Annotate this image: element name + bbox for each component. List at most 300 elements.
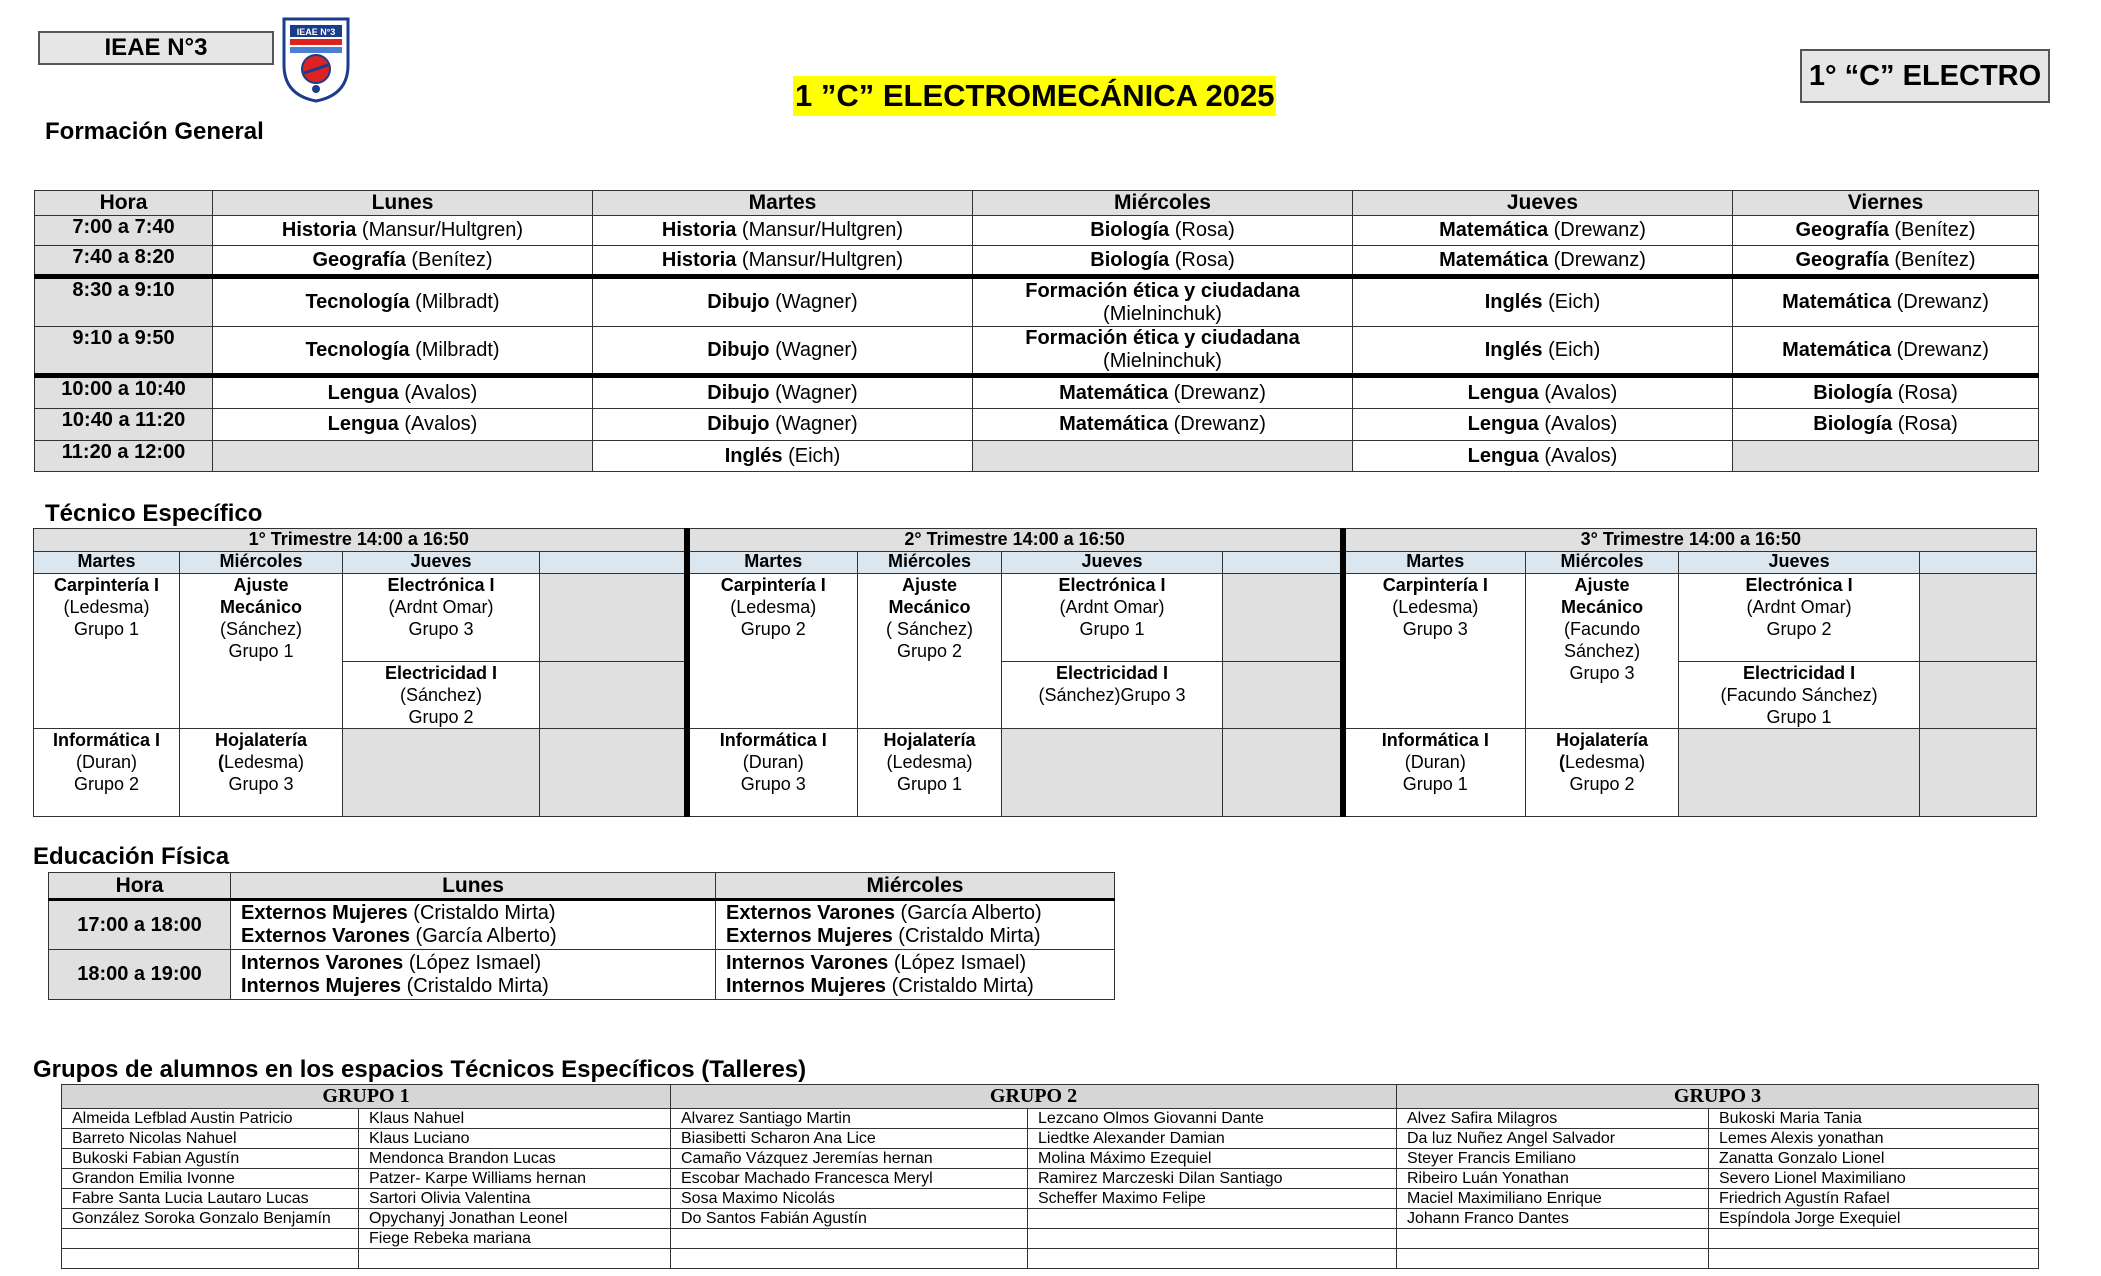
- taller-cell: [1526, 729, 1679, 817]
- student-cell: [1028, 1249, 1397, 1269]
- student-cell: [62, 1249, 359, 1269]
- teacher-name: (Avalos): [1544, 444, 1618, 467]
- hour-cell: 10:40 a 11:20: [35, 409, 213, 441]
- empty-cell: [973, 441, 1353, 472]
- taller-detail: Grupo 1: [1079, 619, 1145, 639]
- taller-name: Electrónica I: [387, 575, 495, 595]
- taller-detail: (Ledesma): [730, 597, 817, 617]
- subject-name: Matemática: [1439, 219, 1549, 241]
- teacher-name: (Mielninchuk): [1103, 350, 1222, 372]
- teacher-name: (Eich): [1548, 291, 1601, 313]
- trimestre-1: 1° Trimestre 14:00 a 16:50: [34, 529, 687, 552]
- teacher-name: (López Ismael): [408, 951, 542, 974]
- taller-cell: [180, 574, 343, 729]
- taller-detail: (Ardnt Omar): [1746, 597, 1852, 617]
- teacher-name: (Mansur/Hultgren): [361, 219, 524, 241]
- taller-detail: Grupo 1: [897, 774, 963, 794]
- subject-cell: [973, 376, 1353, 409]
- day-header-empty: [540, 552, 687, 574]
- taller-name: Ajuste: [233, 575, 289, 595]
- taller-cell: [1002, 662, 1223, 729]
- group-name: Externos Mujeres: [241, 902, 408, 924]
- column-header: Martes: [593, 191, 973, 216]
- day-header: Martes: [687, 552, 858, 574]
- subject-cell: [1353, 376, 1733, 409]
- taller-detail: (: [217, 752, 224, 772]
- subject-cell: [1353, 277, 1733, 327]
- subject-cell: [213, 409, 593, 441]
- taller-cell: [1526, 574, 1679, 729]
- subject-name: Lengua: [1467, 444, 1539, 467]
- teacher-name: (Rosa): [1897, 413, 1958, 435]
- edfis-cell: [231, 950, 716, 1000]
- column-header: Viernes: [1733, 191, 2039, 216]
- hour-cell: 9:10 a 9:50: [35, 327, 213, 376]
- taller-detail: ( Sánchez): [886, 619, 974, 639]
- taller-detail: (Duran): [75, 752, 137, 772]
- teacher-name: (Rosa): [1174, 248, 1235, 271]
- group-name: Internos Mujeres: [241, 974, 402, 997]
- subject-cell: [1733, 246, 2039, 277]
- taller-detail: (Ledesma): [63, 597, 150, 617]
- edfis-cell: [231, 900, 716, 950]
- section-title-tecnico: Técnico Específico: [45, 500, 263, 527]
- edfis-row: [49, 950, 1115, 1000]
- student-row: [62, 1129, 2039, 1149]
- student-row: [62, 1249, 2039, 1269]
- day-header: Jueves: [343, 552, 540, 574]
- hour-cell: 10:00 a 10:40: [35, 376, 213, 409]
- taller-detail: Grupo 2: [408, 707, 474, 727]
- taller-detail: Grupo 3: [408, 619, 474, 639]
- day-header: Jueves: [1002, 552, 1223, 574]
- subject-cell: [593, 376, 973, 409]
- teacher-name: (Drewanz): [1173, 381, 1266, 404]
- student-cell: [1397, 1249, 1709, 1269]
- edfis-header: Hora: [49, 873, 231, 900]
- student-cell: Johann Franco Dantes: [1397, 1209, 1709, 1229]
- taller-detail: (Ardnt Omar): [388, 597, 494, 617]
- taller-detail: Mecánico: [219, 597, 303, 617]
- group-name: Internos Mujeres: [726, 974, 887, 997]
- hour-cell: 7:40 a 8:20: [35, 246, 213, 277]
- subject-cell: [213, 246, 593, 277]
- student-cell: Bukoski Fabian Agustín: [62, 1149, 359, 1169]
- taller-detail: (Facundo Sánchez): [1720, 685, 1878, 705]
- schedule-row: [35, 246, 2039, 277]
- schedule-row: [35, 327, 2039, 376]
- teacher-name: (Cristaldo Mirta): [898, 925, 1041, 947]
- subject-cell: [1353, 409, 1733, 441]
- grupo-header: GRUPO 2: [671, 1085, 1397, 1109]
- student-row: [62, 1189, 2039, 1209]
- taller-detail: (Sánchez): [399, 685, 483, 705]
- group-name: Internos Varones: [241, 951, 404, 974]
- subject-cell: [593, 327, 973, 376]
- teacher-name: (Benítez): [1894, 248, 1976, 271]
- student-cell: Biasibetti Scharon Ana Lice: [671, 1129, 1028, 1149]
- edfis-cell: [716, 950, 1115, 1000]
- teacher-name: (Mielninchuk): [1103, 302, 1222, 325]
- student-cell: [1397, 1229, 1709, 1249]
- student-cell: [1709, 1229, 2039, 1249]
- subject-cell: [1353, 441, 1733, 472]
- subject-name: Matemática: [1059, 413, 1169, 435]
- empty-cell: [1920, 662, 2037, 729]
- trimestre-row: [34, 529, 2037, 552]
- teacher-name: (Cristaldo Mirta): [891, 974, 1034, 997]
- educacion-fisica-table: [48, 872, 1115, 1000]
- empty-cell: [1733, 441, 2039, 472]
- taller-detail: Grupo 2: [1569, 774, 1635, 794]
- course-label: 1° “C” ELECTRO: [1808, 59, 2042, 92]
- edfis-header-row: [49, 873, 1115, 900]
- student-cell: Ramirez Marczeski Dilan Santiago: [1028, 1169, 1397, 1189]
- school-logo: [280, 15, 352, 105]
- student-cell: Klaus Luciano: [359, 1129, 671, 1149]
- taller-cell: [1343, 729, 1526, 817]
- empty-cell: [540, 729, 687, 817]
- subject-name: Matemática: [1439, 248, 1549, 271]
- schedule-row: [35, 441, 2039, 472]
- subject-cell: [1353, 327, 1733, 376]
- subject-name: Biología: [1090, 248, 1170, 271]
- subject-cell: [213, 277, 593, 327]
- empty-cell: [540, 662, 687, 729]
- taller-name: Ajuste: [902, 575, 958, 595]
- teacher-name: (Wagner): [775, 381, 858, 404]
- hour-cell: 11:20 a 12:00: [35, 441, 213, 472]
- subject-cell: [1353, 216, 1733, 246]
- taller-cell: [858, 729, 1002, 817]
- student-cell: Klaus Nahuel: [359, 1109, 671, 1129]
- empty-cell: [1920, 574, 2037, 662]
- taller-detail: Grupo 1: [228, 641, 294, 661]
- student-cell: Almeida Lefblad Austin Patricio: [62, 1109, 359, 1129]
- teacher-name: (Avalos): [1544, 413, 1618, 435]
- student-cell: [1028, 1209, 1397, 1229]
- student-cell: Do Santos Fabián Agustín: [671, 1209, 1028, 1229]
- student-cell: Fiege Rebeka mariana: [359, 1229, 671, 1249]
- subject-name: Biología: [1813, 413, 1893, 435]
- taller-detail: (: [1559, 752, 1566, 772]
- student-cell: Grandon Emilia Ivonne: [62, 1169, 359, 1189]
- student-cell: Sartori Olivia Valentina: [359, 1189, 671, 1209]
- taller-cell: [34, 729, 180, 817]
- taller-cell: [1002, 574, 1223, 662]
- schedule-row: [35, 277, 2039, 327]
- student-cell: Maciel Maximiliano Enrique: [1397, 1189, 1709, 1209]
- taller-name: Informática I: [52, 730, 161, 750]
- student-cell: Lemes Alexis yonathan: [1709, 1129, 2039, 1149]
- subject-name: Formación ética y ciudadana: [1025, 327, 1300, 349]
- day-header: Miércoles: [858, 552, 1002, 574]
- subject-cell: [213, 327, 593, 376]
- taller-detail: (Ardnt Omar): [1059, 597, 1165, 617]
- student-row: [62, 1209, 2039, 1229]
- taller-name: Carpintería I: [53, 575, 160, 595]
- column-header: Lunes: [213, 191, 593, 216]
- subject-cell: [593, 216, 973, 246]
- taller-detail: (Facundo: [1564, 619, 1641, 639]
- taller-detail: Ledesma): [1565, 752, 1646, 772]
- subject-name: Lengua: [1467, 413, 1539, 435]
- teacher-name: (Mansur/Hultgren): [741, 248, 904, 271]
- taller-name: Hojalatería: [1556, 730, 1649, 750]
- taller-name: Electrónica I: [1058, 575, 1166, 595]
- page-title: 1 ”C” ELECTROMECÁNICA 2025: [793, 76, 1276, 116]
- taller-name: Carpintería I: [720, 575, 826, 595]
- student-cell: [671, 1249, 1028, 1269]
- tecnico-row-1: [34, 574, 2037, 662]
- subject-name: Lengua: [1467, 381, 1539, 404]
- taller-cell: [1343, 574, 1526, 729]
- taller-detail: Grupo 1: [73, 619, 140, 639]
- day-header-empty: [1920, 552, 2037, 574]
- teacher-name: (Rosa): [1897, 381, 1958, 404]
- subject-cell: [213, 376, 593, 409]
- student-cell: Patzer- Karpe Williams hernan: [359, 1169, 671, 1189]
- taller-detail: Mecánico: [1561, 597, 1644, 617]
- student-cell: [671, 1229, 1028, 1249]
- edfis-header: Lunes: [231, 873, 716, 900]
- subject-name: Historia: [661, 219, 737, 241]
- empty-cell: [540, 574, 687, 662]
- empty-cell: [1679, 729, 1920, 817]
- empty-cell: [343, 729, 540, 817]
- grupos-header-row: [62, 1085, 2039, 1109]
- taller-name: Electrónica I: [1745, 575, 1853, 595]
- teacher-name: (Avalos): [1544, 381, 1618, 404]
- teacher-name: (Wagner): [775, 413, 858, 435]
- student-cell: Scheffer Maximo Felipe: [1028, 1189, 1397, 1209]
- taller-detail: Grupo 2: [897, 641, 963, 661]
- student-cell: Sosa Maximo Nicolás: [671, 1189, 1028, 1209]
- taller-name: Informática I: [719, 730, 827, 750]
- taller-cell: [34, 574, 180, 729]
- subject-name: Inglés: [1484, 338, 1543, 361]
- taller-cell: [1679, 574, 1920, 662]
- taller-detail: (Sánchez): [219, 619, 303, 639]
- schedule-row: [35, 216, 2039, 246]
- teacher-name: (Benítez): [411, 248, 493, 271]
- taller-detail: Grupo 1: [1766, 707, 1832, 727]
- subject-cell: [1733, 277, 2039, 327]
- student-cell: Friedrich Agustín Rafael: [1709, 1189, 2039, 1209]
- section-title-edfis: Educación Física: [33, 843, 230, 870]
- teacher-name: (Avalos): [404, 381, 478, 404]
- column-header: Jueves: [1353, 191, 1733, 216]
- trimestre-2: 2° Trimestre 14:00 a 16:50: [687, 529, 1343, 552]
- taller-name: Electricidad I: [1743, 663, 1856, 683]
- teacher-name: (Avalos): [404, 413, 478, 435]
- student-row: [62, 1229, 2039, 1249]
- subject-name: Biología: [1090, 219, 1170, 241]
- subject-name: Biología: [1813, 381, 1893, 404]
- student-cell: Bukoski Maria Tania: [1709, 1109, 2039, 1129]
- teacher-name: (Drewanz): [1553, 248, 1646, 271]
- teacher-name: (Mansur/Hultgren): [741, 219, 904, 241]
- taller-detail: Grupo 2: [73, 774, 140, 794]
- subject-name: Lengua: [327, 381, 399, 404]
- group-name: Externos Varones: [726, 902, 895, 924]
- subject-name: Inglés: [724, 444, 783, 467]
- student-cell: Espíndola Jorge Exequiel: [1709, 1209, 2039, 1229]
- subject-cell: [973, 277, 1353, 327]
- taller-detail: (Duran): [742, 752, 804, 772]
- taller-name: Hojalatería: [883, 730, 976, 750]
- taller-detail: (Duran): [1404, 752, 1466, 772]
- student-cell: Ribeiro Luán Yonathan: [1397, 1169, 1709, 1189]
- teacher-name: (Drewanz): [1896, 338, 1989, 361]
- taller-name: Hojalatería: [214, 730, 308, 750]
- subject-cell: [593, 441, 973, 472]
- subject-name: Tecnología: [305, 291, 410, 313]
- subject-cell: [1733, 409, 2039, 441]
- group-name: Externos Mujeres: [726, 925, 893, 947]
- student-cell: Liedtke Alexander Damian: [1028, 1129, 1397, 1149]
- taller-detail: (Sánchez)Grupo 3: [1038, 685, 1186, 705]
- empty-cell: [1223, 729, 1343, 817]
- empty-cell: [213, 441, 593, 472]
- subject-cell: [593, 246, 973, 277]
- taller-detail: Grupo 2: [1766, 619, 1832, 639]
- column-header: Hora: [35, 191, 213, 216]
- subject-name: Geografía: [1795, 219, 1889, 241]
- hour-cell: 17:00 a 18:00: [49, 900, 231, 950]
- subject-name: Dibujo: [707, 291, 770, 313]
- student-cell: González Soroka Gonzalo Benjamín: [62, 1209, 359, 1229]
- taller-cell: [687, 729, 858, 817]
- taller-name: Electricidad I: [384, 663, 498, 683]
- subject-name: Geografía: [312, 248, 406, 271]
- subject-name: Lengua: [327, 413, 399, 435]
- grupos-table: [61, 1084, 2039, 1269]
- empty-cell: [1920, 729, 2037, 817]
- taller-detail: Grupo 3: [740, 774, 806, 794]
- taller-name: Informática I: [1381, 730, 1489, 750]
- subject-name: Formación ética y ciudadana: [1025, 279, 1300, 302]
- subject-name: Dibujo: [707, 381, 770, 404]
- general-schedule-table: [34, 190, 2039, 472]
- day-header: Miércoles: [1526, 552, 1679, 574]
- group-name: Internos Varones: [726, 951, 889, 974]
- student-cell: [62, 1229, 359, 1249]
- school-name-box: [38, 31, 274, 65]
- teacher-name: (Rosa): [1174, 219, 1235, 241]
- teacher-name: (Eich): [788, 444, 841, 467]
- teacher-name: (Benítez): [1894, 219, 1976, 241]
- day-header: Martes: [1343, 552, 1526, 574]
- taller-cell: [858, 574, 1002, 729]
- student-row: [62, 1169, 2039, 1189]
- subject-cell: [593, 409, 973, 441]
- student-cell: Mendonca Brandon Lucas: [359, 1149, 671, 1169]
- student-row: [62, 1149, 2039, 1169]
- taller-detail: (Ledesma): [886, 752, 973, 772]
- teacher-name: (Cristaldo Mirta): [406, 974, 549, 997]
- taller-detail: Grupo 3: [228, 774, 294, 794]
- student-cell: Fabre Santa Lucia Lautaro Lucas: [62, 1189, 359, 1209]
- subject-cell: [1733, 327, 2039, 376]
- student-cell: [359, 1249, 671, 1269]
- taller-detail: Grupo 3: [1569, 663, 1635, 683]
- svg-text:IEAE N°3: IEAE N°3: [296, 27, 336, 37]
- subject-name: Inglés: [1484, 291, 1543, 313]
- student-cell: Opychanyj Jonathan Leonel: [359, 1209, 671, 1229]
- day-header: Jueves: [1679, 552, 1920, 574]
- student-cell: Molina Máximo Ezequiel: [1028, 1149, 1397, 1169]
- teacher-name: (Milbradt): [415, 338, 500, 361]
- trimestre-3: 3° Trimestre 14:00 a 16:50: [1343, 529, 2037, 552]
- taller-detail: Sánchez): [1564, 641, 1641, 661]
- taller-cell: [343, 574, 540, 662]
- student-cell: Escobar Machado Francesca Meryl: [671, 1169, 1028, 1189]
- taller-cell: [687, 574, 858, 729]
- student-cell: Lezcano Olmos Giovanni Dante: [1028, 1109, 1397, 1129]
- taller-name: Electricidad I: [1056, 663, 1169, 683]
- hour-cell: 7:00 a 7:40: [35, 216, 213, 246]
- taller-detail: Grupo 3: [1402, 619, 1468, 639]
- subject-name: Historia: [281, 219, 357, 241]
- teacher-name: (Wagner): [775, 291, 858, 313]
- school-name: IEAE N°3: [104, 34, 208, 61]
- subject-name: Matemática: [1059, 381, 1169, 404]
- subject-cell: [973, 216, 1353, 246]
- hour-cell: 18:00 a 19:00: [49, 950, 231, 1000]
- tecnico-schedule-table: [33, 528, 2037, 817]
- edfis-header: Miércoles: [716, 873, 1115, 900]
- edfis-row: [49, 900, 1115, 950]
- subject-name: Matemática: [1782, 291, 1892, 313]
- student-cell: Zanatta Gonzalo Lionel: [1709, 1149, 2039, 1169]
- grupo-header: GRUPO 3: [1397, 1085, 2039, 1109]
- day-header-empty: [1223, 552, 1343, 574]
- section-title-general: Formación General: [45, 118, 264, 145]
- teacher-name: (Cristaldo Mirta): [413, 902, 556, 924]
- taller-name: Ajuste: [1574, 575, 1630, 595]
- subject-cell: [1733, 216, 2039, 246]
- subject-name: Dibujo: [707, 413, 770, 435]
- tecnico-row-3: [34, 729, 2037, 817]
- subject-cell: [593, 277, 973, 327]
- subject-cell: [973, 246, 1353, 277]
- teacher-name: (García Alberto): [415, 925, 557, 947]
- taller-cell: [343, 662, 540, 729]
- student-cell: Da luz Nuñez Angel Salvador: [1397, 1129, 1709, 1149]
- section-title-grupos: Grupos de alumnos en los espacios Técnicos Específicos (Talleres): [33, 1056, 807, 1083]
- subject-cell: [973, 327, 1353, 376]
- teacher-name: (Wagner): [775, 338, 858, 361]
- subject-name: Dibujo: [707, 338, 770, 361]
- hour-cell: 8:30 a 9:10: [35, 277, 213, 327]
- teacher-name: (Drewanz): [1173, 413, 1266, 435]
- subject-cell: [1733, 376, 2039, 409]
- course-label-box: [1800, 49, 2050, 103]
- taller-detail: Grupo 2: [740, 619, 806, 639]
- schedule-row: [35, 409, 2039, 441]
- empty-cell: [1223, 662, 1343, 729]
- taller-cell: [180, 729, 343, 817]
- days-row: [34, 552, 2037, 574]
- empty-cell: [1002, 729, 1223, 817]
- teacher-name: (Eich): [1548, 338, 1601, 361]
- student-cell: Steyer Francis Emiliano: [1397, 1149, 1709, 1169]
- schedule-row: [35, 376, 2039, 409]
- teacher-name: (López Ismael): [893, 951, 1027, 974]
- subject-name: Matemática: [1782, 338, 1892, 361]
- student-cell: Barreto Nicolas Nahuel: [62, 1129, 359, 1149]
